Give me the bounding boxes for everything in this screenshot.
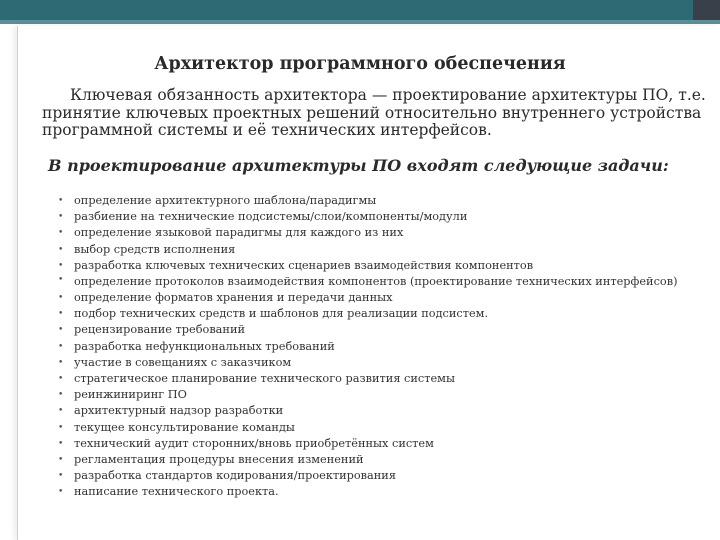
tasks-heading: В проектирование архитектуры ПО входят следующие задачи: (48, 156, 669, 175)
list-item (56, 436, 686, 452)
bullet-icon: • (58, 422, 64, 433)
bullet-icon: • (58, 275, 64, 286)
list-item-text: подбор технических средств и шаблонов для реализации подсистем. (74, 307, 489, 321)
list-item (56, 209, 686, 225)
bullet-icon: • (58, 260, 64, 271)
list-item (56, 242, 686, 258)
bullet-icon: • (58, 196, 64, 206)
list-item (56, 258, 686, 274)
list-item-text: определение языковой парадигмы для каждого из них (74, 226, 404, 240)
bullet-icon: • (58, 293, 64, 304)
list-item (56, 339, 686, 355)
list-item-text: архитектурный надзор разработки (74, 404, 284, 418)
list-item (56, 371, 686, 387)
page-title: Архитектор программного обеспечения (154, 54, 566, 74)
list-item (56, 306, 686, 322)
bullet-icon: • (58, 471, 64, 482)
list-item-text: разработка стандартов кодирования/проектирования (74, 469, 396, 483)
list-item-text: разработка ключевых технических сценариев взаимодействия компонентов (74, 258, 534, 272)
list-item-text: определение протоколов взаимодействия компонентов (проектирование технических интерфейсов) (74, 275, 678, 289)
list-item-text: разбиение на технические подсистемы/слои/компоненты/модули (74, 210, 468, 224)
bullet-icon: • (58, 228, 64, 239)
list-item-text: выбор средств исполнения (74, 242, 236, 256)
list-item-text: разработка нефункциональных требований (74, 339, 335, 353)
list-item (56, 225, 686, 241)
list-item-text: текущее консультирование команды (74, 420, 295, 434)
top-accent-bar (0, 0, 693, 20)
intro-line-1: Ключевая обязанность архитектора — проектирование архитектуры ПО, т.е. (70, 86, 706, 104)
list-item (56, 322, 686, 338)
bullet-icon: • (58, 487, 64, 498)
bullet-icon: • (58, 390, 64, 401)
list-item (56, 468, 686, 484)
list-item-text: определение архитектурного шаблона/парадигмы (74, 194, 377, 207)
list-item (56, 387, 686, 403)
intro-rest: принятие ключевых проектных решений относительно внутреннего устройства программной системы и её технических интерфейсов. (42, 103, 702, 139)
list-item-text: участие в совещаниях с заказчиком (74, 355, 292, 369)
bullet-icon: • (58, 309, 64, 320)
list-item (56, 355, 686, 371)
list-item (56, 452, 686, 468)
intro-paragraph (42, 87, 714, 140)
bullet-icon: • (58, 325, 64, 336)
bullet-icon: • (58, 374, 64, 385)
list-item-text: стратегическое планирование технического развития системы (74, 372, 455, 386)
list-item-text: регламентация процедуры внесения изменений (74, 453, 364, 467)
top-accent-bar-dark (693, 0, 720, 20)
bullet-icon: • (58, 406, 64, 417)
list-item-text: определение форматов хранения и передачи данных (74, 291, 393, 305)
list-item-text: написание технического проекта. (74, 485, 279, 499)
list-item (56, 484, 686, 500)
list-item (56, 403, 686, 419)
list-item-text: рецензирование требований (74, 323, 246, 337)
list-item (56, 290, 686, 306)
top-accent-line (0, 20, 720, 24)
bullet-icon: • (58, 438, 64, 449)
list-item-text: реинжиниринг ПО (74, 388, 187, 402)
list-item-text: технический аудит сторонних/вновь приобретённых систем (74, 436, 434, 450)
bullet-icon: • (58, 244, 64, 255)
bullet-icon: • (58, 455, 64, 466)
tasks-list (56, 193, 686, 501)
bullet-icon: • (58, 357, 64, 368)
bullet-icon: • (58, 212, 64, 223)
list-item (56, 420, 686, 436)
list-item (56, 274, 686, 290)
list-item (56, 193, 686, 209)
bullet-icon: • (58, 341, 64, 352)
